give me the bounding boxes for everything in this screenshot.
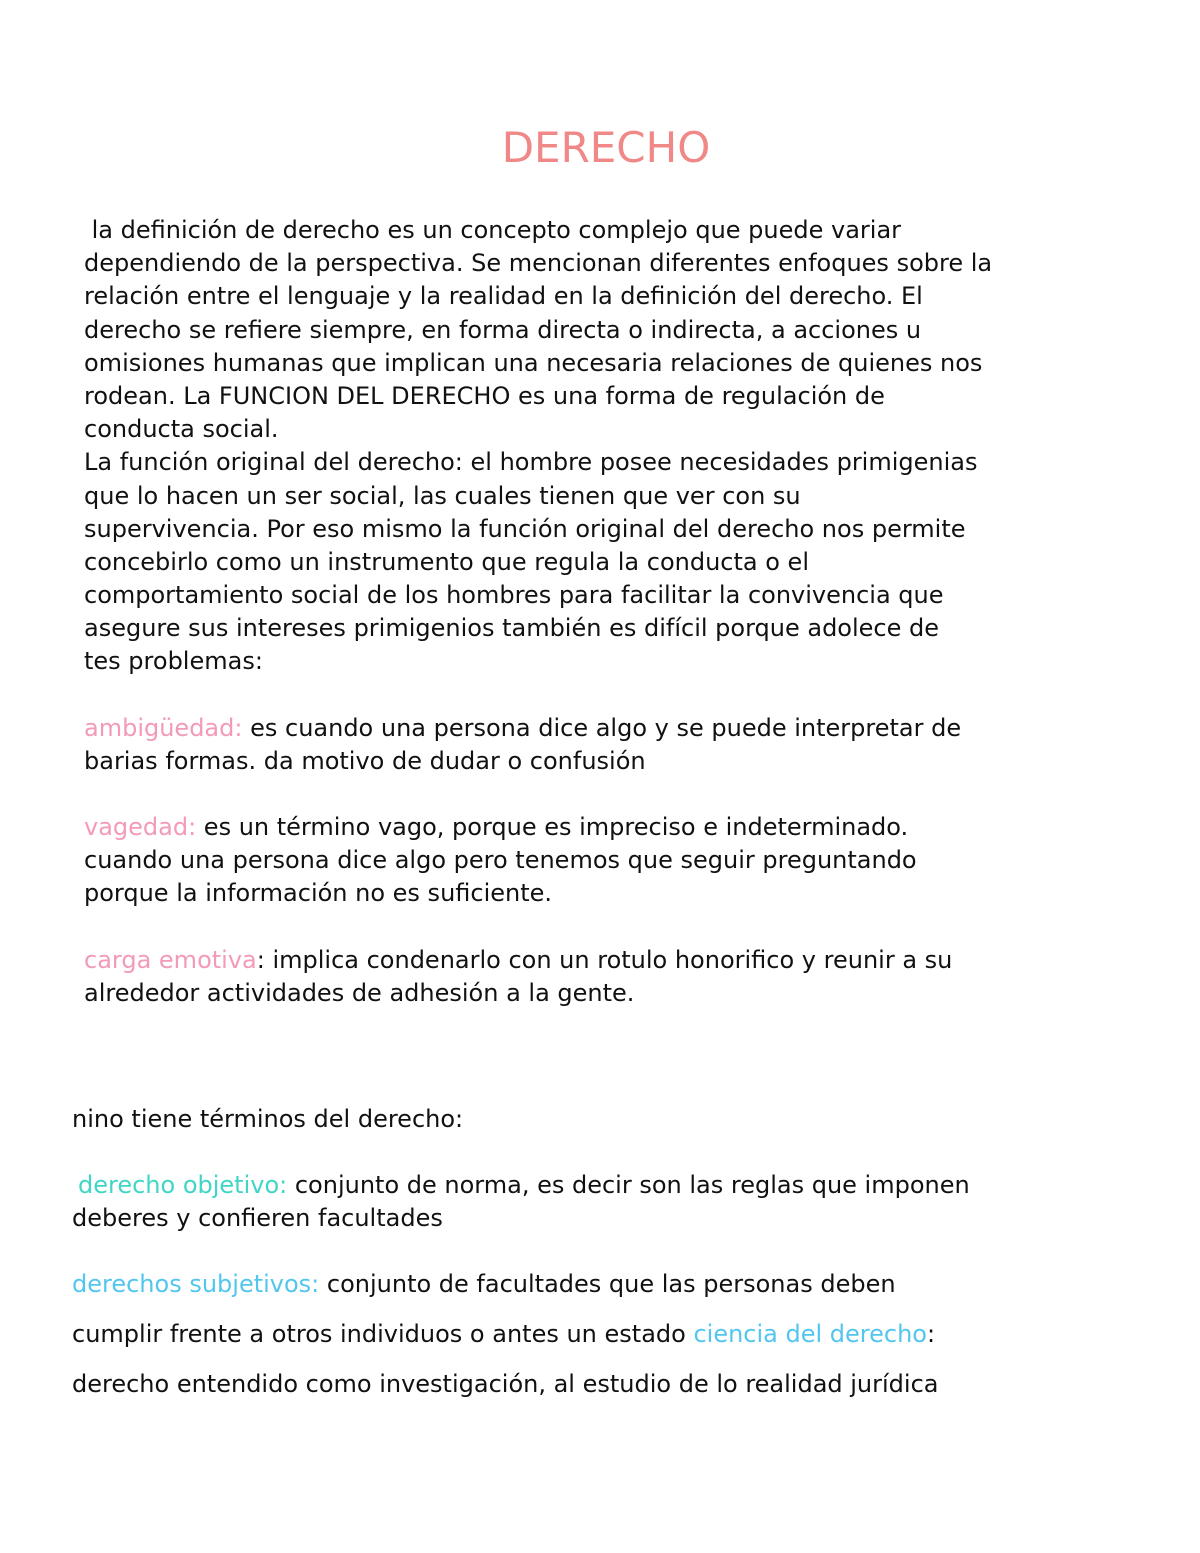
intro-line: asegure sus intereses primigenios también es difícil porque adolece de <box>84 614 940 643</box>
intro-line: relación entre el lenguaje y la realidad en la definición del derecho. El <box>84 282 923 311</box>
intro-line: la definición de derecho es un concepto complejo que puede variar <box>84 216 902 244</box>
definition-line <box>78 1169 970 1202</box>
intro-line: conducta social. <box>84 415 279 444</box>
intro-line: supervivencia. Por eso mismo la función original del derecho nos permite <box>84 514 966 543</box>
problem-ambiguedad <box>84 712 961 778</box>
definition-line <box>84 811 917 844</box>
intro-line: concebirlo como un instrumento que regula la conducta o el <box>84 547 809 576</box>
nino-heading-block <box>72 1103 463 1136</box>
line-last-block <box>72 1368 938 1401</box>
definition-line: barias formas. da motivo de dudar o confusión <box>84 747 646 776</box>
definition-line: porque la información no es suficiente. <box>84 879 553 908</box>
definition-line: alrededor actividades de adhesión a la gente. <box>84 979 635 1008</box>
definition-line <box>72 1268 896 1301</box>
definition-text: es un término vago, porque es impreciso e indeterminado. <box>196 813 909 841</box>
definition-line: cuando una persona dice algo pero tenemos que seguir preguntando <box>84 846 917 875</box>
problem-vagedad <box>84 811 917 911</box>
intro-line: omisiones humanas que implican una necesaria relaciones de quienes nos <box>84 348 983 377</box>
definition-text: conjunto de facultades que las personas deben <box>319 1270 896 1298</box>
definition-text: conjunto de norma, es decir son las reglas que imponen <box>287 1171 970 1199</box>
intro-line: dependiendo de la perspectiva. Se mencionan diferentes enfoques sobre la <box>84 249 993 278</box>
document-title: DERECHO <box>501 123 711 172</box>
term-block-objetivo-cont <box>72 1202 443 1235</box>
definition-line: derecho entendido como investigación, al estudio de lo realidad jurídica <box>72 1370 939 1398</box>
term-ciencia-del-derecho: ciencia del derecho <box>693 1320 927 1348</box>
term-colon: : <box>926 1320 936 1348</box>
definition-line <box>72 1318 935 1351</box>
intro-line: tes problemas: <box>84 647 263 676</box>
intro-line: comportamiento social de los hombres para facilitar la convivencia que <box>84 581 944 610</box>
definition-line <box>84 944 952 977</box>
term-block-objetivo <box>78 1169 970 1202</box>
term-block-subjetivos <box>72 1268 896 1301</box>
definition-text: cumplir frente a otros individuos o antes un estado <box>72 1320 694 1348</box>
section-heading: nino tiene términos del derecho: <box>72 1105 464 1133</box>
term-vagedad: vagedad: <box>84 813 197 841</box>
term-carga-emotiva: carga emotiva <box>84 946 257 974</box>
intro-line: rodean. La FUNCION DEL DERECHO es una forma de regulación de <box>84 381 885 410</box>
problem-carga-emotiva <box>84 944 952 1010</box>
intro-line: La función original del derecho: el hombre posee necesidades primigenias <box>84 448 978 477</box>
intro-paragraph <box>84 214 992 679</box>
term-derechos-subjetivos: derechos subjetivos: <box>72 1270 320 1298</box>
term-ambiguedad: ambigüedad: <box>84 714 243 742</box>
term-derecho-objetivo: derecho objetivo: <box>78 1171 288 1199</box>
intro-line: que lo hacen un ser social, las cuales tienen que ver con su <box>84 481 801 510</box>
definition-text: es cuando una persona dice algo y se puede interpretar de <box>242 714 962 742</box>
definition-line: deberes y confieren facultades <box>72 1204 443 1232</box>
intro-line: derecho se refiere siempre, en forma directa o indirecta, a acciones u <box>84 315 922 344</box>
line-cumplir-block <box>72 1318 935 1351</box>
definition-line <box>84 712 961 745</box>
definition-text: : implica condenarlo con un rotulo honorifico y reunir a su <box>256 946 953 974</box>
